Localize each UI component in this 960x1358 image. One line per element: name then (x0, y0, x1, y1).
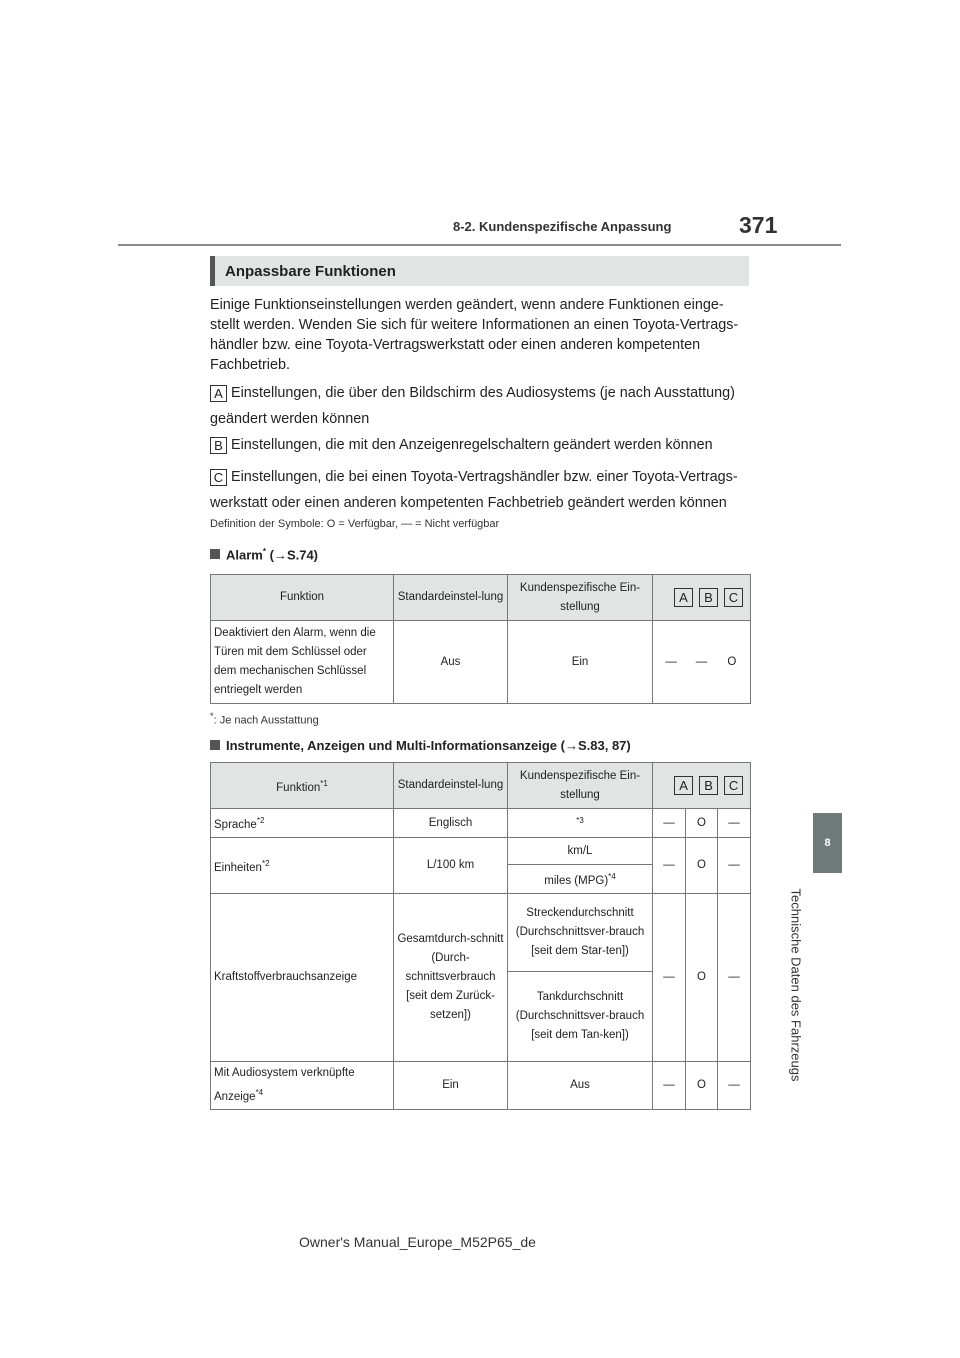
cell-c: — (718, 838, 751, 894)
footnote-text: : Je nach Ausstattung (213, 714, 319, 727)
cell-default: Aus (394, 621, 508, 704)
chapter-tab-label (786, 880, 806, 1090)
cell-b: O (686, 809, 718, 838)
cell-a: — (653, 893, 686, 1061)
cell-custom-text: miles (MPG) (544, 874, 609, 887)
cell-c: — (718, 809, 751, 838)
cell-b: O (686, 893, 718, 1061)
cell-custom (508, 865, 653, 894)
cell-custom: *3 (508, 809, 653, 838)
cell-c: — (718, 1061, 751, 1109)
table-row (211, 621, 751, 704)
col-header-function (211, 763, 394, 809)
cell-custom-sup: *4 (608, 872, 616, 881)
header-divider (118, 244, 841, 246)
letter-box-a: A (674, 588, 693, 607)
table-row (211, 893, 751, 971)
instruments-heading-text: Instrumente, Anzeigen und Multi-Informationsanzeige (→S.83, 87) (226, 738, 631, 753)
footnote (210, 711, 319, 727)
cell-function-sup: *4 (255, 1087, 264, 1097)
cell-default: Englisch (394, 809, 508, 838)
cell-function: Kraftstoffverbrauchsanzeige (211, 893, 394, 1061)
col-header-function: Funktion (211, 575, 394, 621)
table-header-row (211, 575, 751, 621)
alarm-heading-text: Alarm (226, 547, 263, 563)
table-row (211, 838, 751, 865)
legend-item-b (210, 432, 755, 458)
table-row (211, 1061, 751, 1109)
cell-b: O (686, 838, 718, 894)
letter-box-c: C (210, 469, 227, 486)
cell-default: Gesamtdurch-schnitt (Durch-schnittsverbrauch [seit dem Zurück-setzen]) (394, 893, 508, 1061)
cell-custom: Streckendurchschnitt (Durchschnittsver-brauch [seit dem Star-ten]) (508, 893, 653, 971)
page-footer: Owner's Manual_Europe_M52P65_de (299, 1234, 536, 1250)
table-header-row (211, 763, 751, 809)
letter-box-c: C (724, 588, 743, 607)
cell-a: — (653, 809, 686, 838)
footnote-mark: * (210, 711, 214, 721)
letter-box-a: A (674, 776, 693, 795)
intro-paragraph: Einige Funktionseinstellungen werden geändert, wenn andere Funktionen einge-stellt werden. Wenden Sie sich für weitere Informationen an einen Toyota-Vertrags-händler bzw. eine Toyota-Vertragswerkstatt oder einen anderen kompetenten Fachbetrieb. (210, 297, 739, 373)
col-header-custom: Kundenspezifische Ein-stellung (508, 575, 653, 621)
table-row (211, 809, 751, 838)
col-header-function-sup: *1 (320, 778, 328, 788)
alarm-heading (210, 547, 318, 562)
cell-abc (653, 621, 751, 704)
page-number: 371 (739, 212, 778, 238)
chapter-tab-text: Technische Daten des Fahrzeugs (788, 888, 804, 1082)
cell-custom: km/L (508, 838, 653, 865)
cell-custom: Ein (508, 621, 653, 704)
col-header-default: Standardeinstel-lung (394, 763, 508, 809)
col-header-abc (653, 575, 751, 621)
cell-custom: Aus (508, 1061, 653, 1109)
heading-bullet-icon (210, 549, 220, 559)
cell-function-text: Einheiten (214, 861, 262, 874)
cell-function-text: Mit Audiosystem verknüpfte Anzeige (214, 1066, 355, 1103)
col-header-custom: Kundenspezifische Ein-stellung (508, 763, 653, 809)
letter-box-c: C (724, 776, 743, 795)
cell-a: — (653, 1061, 686, 1109)
cell-default: L/100 km (394, 838, 508, 894)
cell-function-sup: *2 (261, 858, 270, 868)
cell-function (211, 809, 394, 838)
cell-function: Deaktiviert den Alarm, wenn die Türen mit dem Schlüssel oder dem mechanischen Schlüssel entriegelt werden (211, 621, 394, 704)
cell-b: — (695, 655, 708, 668)
cell-function (211, 838, 394, 894)
legend-item-c (210, 464, 755, 516)
cell-c: O (727, 655, 737, 668)
letter-box-b: B (699, 776, 718, 795)
alarm-table (210, 574, 751, 704)
alarm-heading-ref: (→S.74) (269, 547, 319, 563)
chapter-tab: 8 (813, 813, 842, 873)
heading-bullet-icon (210, 740, 220, 750)
instruments-table (210, 762, 751, 1110)
legend-text-b: Einstellungen, die mit den Anzeigenregelschaltern geändert werden können (231, 437, 713, 453)
letter-box-b: B (210, 437, 227, 454)
cell-custom: Tankdurchschnitt (Durchschnittsver-brauch [seit dem Tan-ken]) (508, 971, 653, 1061)
col-header-default: Standardeinstel-lung (394, 575, 508, 621)
cell-a: — (665, 655, 677, 668)
letter-box-a: A (210, 385, 227, 402)
cell-function (211, 1061, 394, 1109)
cell-function-sup: *2 (256, 816, 265, 826)
cell-c: — (718, 893, 751, 1061)
symbol-definition: Definition der Symbole: O = Verfügbar, — = Nicht verfügbar (210, 518, 500, 530)
cell-function-text: Sprache (214, 818, 257, 831)
cell-a: — (653, 838, 686, 894)
legend-text-c: Einstellungen, die bei einen Toyota-Vertragshändler bzw. einer Toyota-Vertrags-werkstatt oder einen anderen kompetenten Fachbetrieb geändert werden können (210, 469, 738, 511)
legend-text-a: Einstellungen, die über den Bildschirm des Audiosystems (je nach Ausstattung) geändert werden können (210, 385, 735, 427)
instruments-heading (210, 738, 631, 753)
running-header-title: 8-2. Kundenspezifische Anpassung (453, 219, 672, 234)
cell-default: Ein (394, 1061, 508, 1109)
col-header-abc (653, 763, 751, 809)
section-title: Anpassbare Funktionen (210, 256, 749, 286)
legend-item-a (210, 380, 755, 432)
col-header-function-text: Funktion (276, 781, 321, 794)
cell-b: O (686, 1061, 718, 1109)
letter-box-b: B (699, 588, 718, 607)
alarm-heading-sup: * (262, 547, 266, 556)
